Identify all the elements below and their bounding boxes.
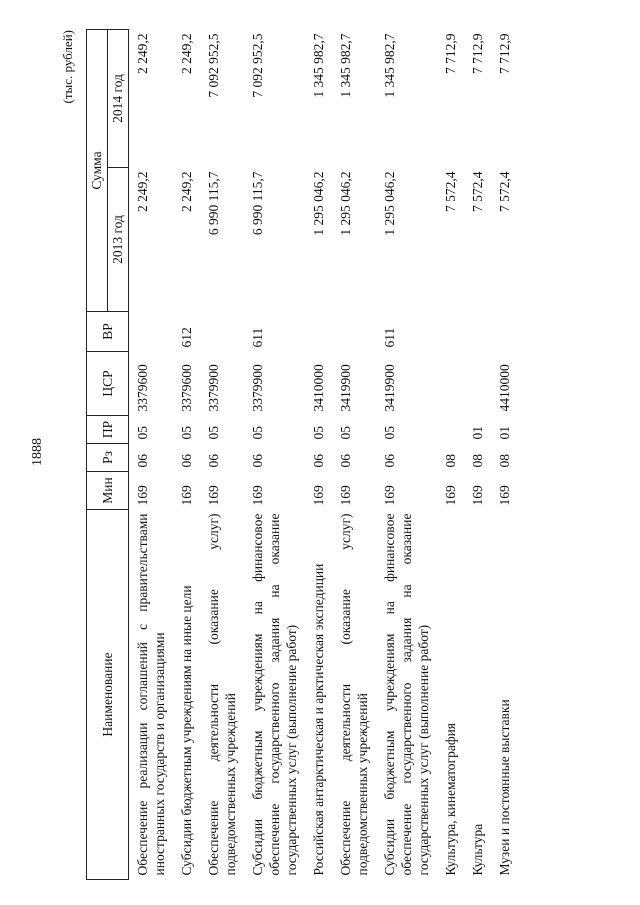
table-row — [200, 29, 244, 879]
table-row — [332, 29, 376, 879]
cell-pr: 05 — [338, 426, 353, 440]
cell-rz: 08 — [497, 454, 512, 468]
cell-min: 169 — [382, 485, 397, 506]
cell-pr: 05 — [250, 426, 265, 440]
cell-rz: 06 — [311, 454, 326, 468]
header-vr: ВР — [87, 312, 129, 352]
cell-vr — [200, 312, 244, 352]
header-row — [87, 29, 108, 879]
cell-name: Культура — [470, 823, 485, 876]
cell-rz: 06 — [135, 454, 150, 468]
cell-name: Субсидии бюджетным учреждениям на иные цели — [179, 585, 194, 876]
cell-2014: 7 092 952,5 — [250, 33, 265, 98]
cell-csr: 3419900 — [382, 364, 397, 412]
cell-name: Субсидии бюджетным учреждениям на финансовое обеспечение государственного задания на оказание государственных услуг (выполнение работ) — [250, 513, 299, 876]
cell-2013: 7 572,4 — [470, 171, 485, 212]
cell-2013: 6 990 115,7 — [250, 171, 265, 236]
cell-2014: 1 345 982,7 — [311, 33, 326, 98]
table-row — [491, 29, 518, 879]
cell-name: Культура, кинематография — [443, 722, 458, 876]
cell-name: Обеспечение реализации соглашений с правительствами иностранных государств и организациями — [135, 513, 167, 876]
cell-vr — [464, 312, 491, 352]
cell-min: 169 — [206, 485, 221, 506]
cell-csr — [464, 352, 491, 416]
cell-name: Обеспечение деятельности (оказание услуг) подведомственных учреждений — [206, 513, 238, 876]
rotated-page-content — [60, 30, 580, 880]
cell-2014: 7 712,9 — [470, 33, 485, 74]
cell-vr — [491, 312, 518, 352]
page-number-text: 1888 — [30, 438, 45, 466]
cell-name: Музеи и постоянные выставки — [497, 699, 512, 876]
cell-min: 169 — [179, 485, 194, 506]
cell-pr: 05 — [311, 426, 326, 440]
header-sum: Сумма — [87, 29, 108, 311]
cell-min: 169 — [470, 485, 485, 506]
cell-vr — [437, 312, 464, 352]
cell-csr: 3410000 — [311, 364, 326, 412]
table-row — [376, 29, 437, 879]
cell-2014: 7 712,9 — [497, 33, 512, 74]
cell-2014: 1 345 982,7 — [338, 33, 353, 98]
table-row — [464, 29, 491, 879]
cell-2013: 2 249,2 — [135, 171, 150, 212]
cell-2014: 7 092 952,5 — [206, 33, 221, 98]
cell-csr: 3379900 — [206, 364, 221, 412]
cell-name: Российская антарктическая и арктическая экспедиции — [311, 563, 326, 876]
header-name: Наименование — [87, 510, 129, 880]
cell-vr — [305, 312, 332, 352]
table-row — [244, 29, 305, 879]
cell-2014: 2 249,2 — [135, 33, 150, 74]
cell-name: Субсидии бюджетным учреждениям на финансовое обеспечение государственного задания на оказание государственных услуг (выполнение работ) — [382, 513, 431, 876]
cell-vr — [129, 312, 174, 352]
cell-csr — [437, 352, 464, 416]
cell-2013: 1 295 046,2 — [338, 171, 353, 236]
cell-2013: 2 249,2 — [179, 171, 194, 212]
cell-rz: 08 — [443, 454, 458, 468]
cell-min: 169 — [135, 485, 150, 506]
table-row — [437, 29, 464, 879]
cell-rz: 08 — [470, 454, 485, 468]
cell-csr: 4410000 — [497, 364, 512, 412]
cell-min: 169 — [338, 485, 353, 506]
table-row — [129, 29, 174, 879]
cell-pr: 05 — [179, 426, 194, 440]
cell-rz: 06 — [250, 454, 265, 468]
cell-vr — [332, 312, 376, 352]
cell-2014: 1 345 982,7 — [382, 33, 397, 98]
cell-min: 169 — [311, 485, 326, 506]
cell-name: Обеспечение деятельности (оказание услуг) подведомственных учреждений — [338, 513, 370, 876]
header-min: Мин — [87, 472, 129, 510]
cell-2014: 2 249,2 — [179, 33, 194, 74]
cell-rz: 06 — [382, 454, 397, 468]
cell-pr — [437, 416, 464, 444]
table-body — [129, 29, 519, 879]
cell-rz: 06 — [338, 454, 353, 468]
header-csr: ЦСР — [87, 352, 129, 416]
cell-csr: 3419900 — [338, 364, 353, 412]
cell-2013: 7 572,4 — [497, 171, 512, 212]
cell-pr: 05 — [135, 426, 150, 440]
units-note: (тыс. рублей) — [60, 30, 75, 104]
cell-2013: 6 990 115,7 — [206, 171, 221, 236]
cell-pr: 05 — [206, 426, 221, 440]
header-2014: 2014 год — [108, 29, 129, 167]
table-row — [305, 29, 332, 879]
cell-min: 169 — [497, 485, 512, 506]
header-2013: 2013 год — [108, 168, 129, 312]
cell-vr: 612 — [179, 327, 194, 348]
header-rz: Рз — [87, 444, 129, 472]
cell-rz: 06 — [179, 454, 194, 468]
cell-2013: 1 295 046,2 — [382, 171, 397, 236]
cell-2013: 1 295 046,2 — [311, 171, 326, 236]
cell-pr: 01 — [470, 426, 485, 440]
cell-pr: 01 — [497, 426, 512, 440]
cell-vr: 611 — [250, 327, 265, 348]
cell-2014: 7 712,9 — [443, 33, 458, 74]
cell-rz: 06 — [206, 454, 221, 468]
cell-csr: 3379600 — [135, 364, 150, 412]
cell-min: 169 — [250, 485, 265, 506]
budget-table — [86, 29, 518, 880]
cell-pr: 05 — [382, 426, 397, 440]
cell-2013: 7 572,4 — [443, 171, 458, 212]
cell-csr: 3379600 — [179, 364, 194, 412]
cell-csr: 3379900 — [250, 364, 265, 412]
cell-vr: 611 — [382, 327, 397, 348]
cell-min: 169 — [443, 485, 458, 506]
table-row — [173, 29, 200, 879]
header-pr: ПР — [87, 416, 129, 444]
